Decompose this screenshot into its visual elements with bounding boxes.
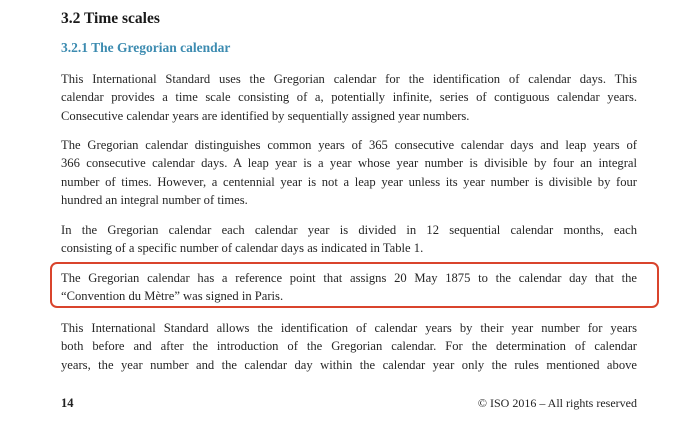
- text-line: This International Standard allows the identification of calendar years by their year number for years: [61, 321, 637, 335]
- paragraph-leap-years: [61, 136, 637, 209]
- text-line: years, the year number and the calendar day within the calendar year only the rules mentioned above: [61, 357, 637, 372]
- section-heading: 3.2 Time scales: [61, 10, 160, 27]
- text-line: Consecutive calendar years are identified by sequentially assigned year numbers.: [61, 108, 470, 123]
- paragraph-calendar-intro: [61, 70, 637, 125]
- footer-copyright: © ISO 2016 – All rights reserved: [477, 396, 637, 410]
- text-line: number of times. However, a centennial year is not a leap year unless its year number is divisible by four: [61, 174, 637, 189]
- text-line: 366 consecutive calendar days. A leap year is a year whose year number is divisible by four an integral: [61, 156, 637, 171]
- paragraph-year-identification: [61, 319, 637, 374]
- text-line: calendar provides a time scale consisting of a, potentially infinite, series of contiguous calendar years.: [61, 90, 637, 105]
- subsection-heading: 3.2.1 The Gregorian calendar: [61, 40, 231, 55]
- text-line: hundred an integral number of times.: [61, 192, 248, 207]
- footer-page-number: 14: [61, 396, 74, 410]
- text-line: “Convention du Mètre” was signed in Paris.: [61, 289, 284, 304]
- text-line: In the Gregorian calendar each calendar year is divided in 12 sequential calendar months, each: [61, 223, 637, 237]
- text-line: both before and after the introduction of the Gregorian calendar. For the determination of calendar: [61, 339, 637, 354]
- text-line: This International Standard uses the Gregorian calendar for the identification of calendar days. This: [61, 72, 637, 86]
- text-line: consisting of a specific number of calendar days as indicated in Table 1.: [61, 241, 424, 256]
- text-line: The Gregorian calendar distinguishes common years of 365 consecutive calendar days and leap years of: [61, 138, 637, 152]
- text-line: The Gregorian calendar has a reference point that assigns 20 May 1875 to the calendar day that the: [61, 271, 637, 285]
- paragraph-reference-point: [61, 269, 637, 306]
- paragraph-calendar-months: [61, 221, 637, 258]
